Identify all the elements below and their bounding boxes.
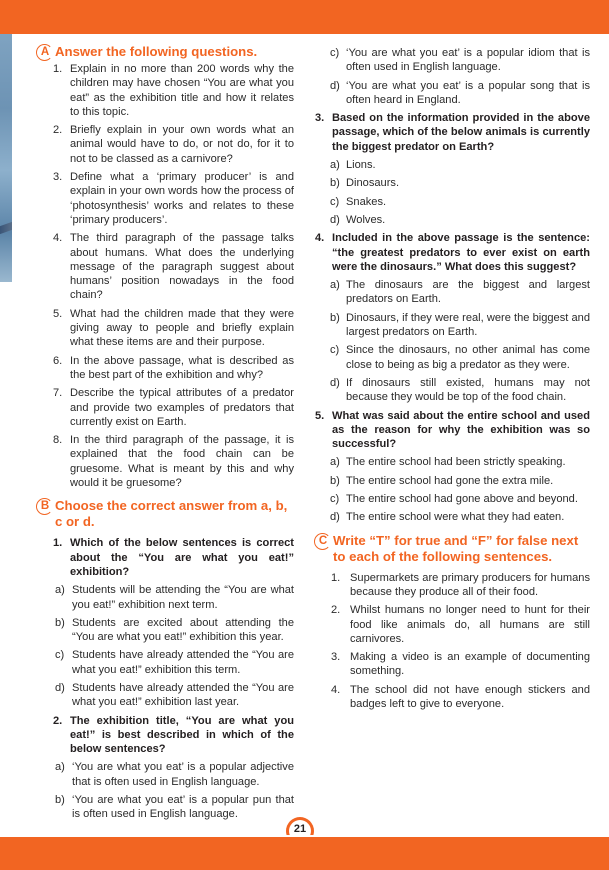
section-b-question: 4. Included in the above passage is the sentence: “the greatest predators to ever exist on earth were the dinosaurs.” What does this suggest? [315, 232, 590, 273]
section-b-title: Choose the correct answer from a, b, c or d. [55, 498, 288, 530]
section-a-question: 8. In the third paragraph of the passage, it is explained that the food chain can be gruesome. What is meant by this and why would it be gruesome? [53, 434, 294, 490]
section-c-statement: 2. Whilst humans no longer need to hunt for their food like animals do, all humans are still carnivores. [331, 604, 590, 645]
section-c-statement: 4. The school did not have enough stickers and badges left to give to everyone. [331, 683, 590, 710]
answer-option: d) ‘You are what you eat’ is a popular song that is often heard in England. [330, 79, 590, 106]
answer-option: c) Since the dinosaurs, no other animal has come close to being as big a predator as they were. [330, 344, 590, 371]
left-column [36, 44, 294, 826]
answer-option: b) ‘You are what you eat’ is a popular pun that is often used in English language. [55, 794, 294, 821]
answer-option: b) Students are excited about attending the “You are what you eat!” exhibition this year. [55, 616, 294, 644]
answer-option: c) Snakes. [330, 195, 387, 208]
page-number: 21 [293, 823, 307, 835]
answer-option: c) ‘You are what you eat’ is a popular idiom that is often used in English language. [330, 47, 590, 74]
section-c-heading [314, 533, 590, 565]
answer-option: c) The entire school had gone above and beyond. [330, 493, 578, 506]
section-b-badge: B [36, 498, 53, 515]
page-number-badge [285, 817, 315, 837]
section-a-question: 3. Define what a ‘primary producer’ is and explain in your own words how the process of ‘photosynthesis’ works and relates to these ‘primary producers’. [53, 171, 294, 226]
section-b-heading [36, 498, 294, 530]
side-photo-strip [0, 34, 12, 282]
section-a-question: 1. Explain in no more than 200 words why the children may have chosen “You are what you eat” as the exhibition title and how it relates to this topic. [53, 63, 294, 118]
section-a-heading [36, 44, 294, 60]
section-a-badge: A [36, 44, 53, 61]
section-c-statement: 3. Making a video is an example of documenting something. [331, 651, 590, 678]
answer-option: d) If dinosaurs still existed, humans may not because they would be top of the food chain. [330, 376, 590, 404]
answer-option: c) Students have already attended the “You are what you eat!” exhibition this term. [55, 649, 294, 676]
section-b-question: 2. The exhibition title, “You are what you eat!” is best described in which of the below sentences? [53, 714, 294, 756]
header-bar [0, 0, 609, 34]
answer-option: a) Lions. [330, 159, 376, 172]
section-b-question: 3. Based on the information provided in the above passage, which of the below animals is currently the biggest predator on Earth? [315, 112, 590, 153]
answer-option: b) The entire school had gone the extra mile. [330, 474, 554, 487]
section-b-question: 1. Which of the below sentences is correct about the “You are what you eat!” exhibition? [53, 537, 294, 578]
footer-bar [0, 837, 609, 870]
answer-option: d) Students have already attended the “You are what you eat!” exhibition last year. [55, 681, 294, 709]
answer-option: d) Wolves. [330, 213, 386, 226]
section-c-statement: 1. Supermarkets are primary producers for humans because they produce all of their food. [331, 571, 590, 598]
answer-option: b) Dinosaurs, if they were real, were the biggest and largest predators on Earth. [330, 311, 590, 339]
section-a-question: 7. Describe the typical attributes of a predator and provide two examples of predators that currently exist on Earth. [53, 387, 294, 428]
section-a-question: 4. The third paragraph of the passage talks about humans. What does the underlying message of the paragraph suggest about humans’ position nowadays in the food chain? [53, 232, 294, 302]
answer-option: a) The entire school had been strictly speaking. [330, 456, 566, 469]
answer-option: a) ‘You are what you eat’ is a popular adjective that is often used in English language. [55, 761, 294, 788]
answer-option: a) The dinosaurs are the biggest and largest predators on Earth. [330, 279, 590, 306]
section-a-question: 6. In the above passage, what is described as the best part of the exhibition and why? [53, 354, 294, 381]
section-c-badge: C [314, 533, 331, 550]
section-a-question: 5. What had the children made that they were giving away to people and briefly explain what these items are and their purpose. [53, 307, 294, 349]
section-a-title: Answer the following questions. [55, 44, 258, 59]
section-b-question: 5. What was said about the entire school and used as the reason for why the exhibition was so successful? [315, 409, 590, 451]
answer-option: a) Students will be attending the “You are what you eat!” exhibition next term. [55, 584, 294, 611]
right-column [314, 46, 590, 715]
section-c-title: Write “T” for true and “F” for false next to each of the following sentences. [333, 532, 579, 564]
answer-option: b) Dinosaurs. [330, 177, 400, 190]
answer-option: d) The entire school were what they had eaten. [330, 511, 565, 524]
section-a-question: 2. Briefly explain in your own words what an animal would have to do, or not do, for it to not to be classed as a carnivore? [53, 124, 294, 165]
